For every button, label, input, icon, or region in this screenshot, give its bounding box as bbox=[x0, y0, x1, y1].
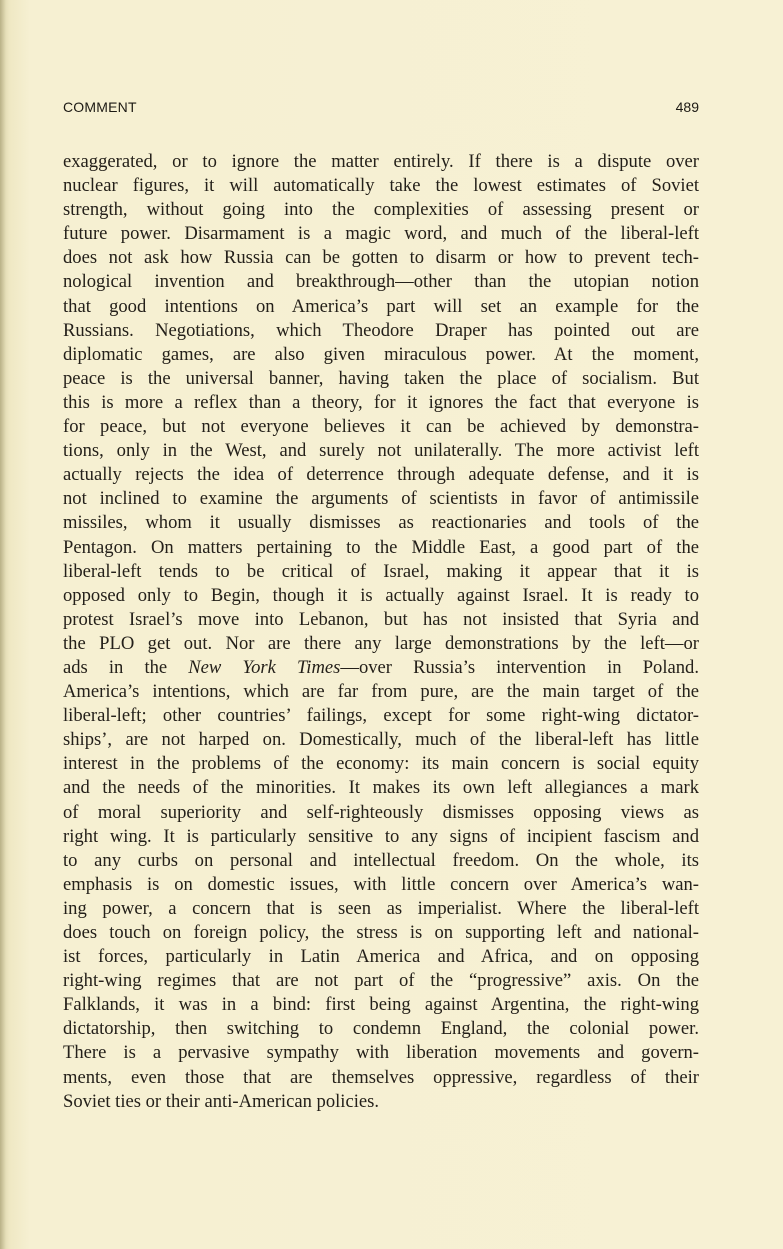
body-text bbox=[63, 150, 699, 1114]
text-line: exaggerated, or to ignore the matter entirely. If there is a dispute over bbox=[63, 151, 699, 172]
text-line: of moral superiority and self-righteously dismisses opposing views as bbox=[63, 801, 699, 823]
text-line: not inclined to examine the arguments of scientists in favor of antimissile bbox=[63, 488, 699, 510]
text-line: dictatorship, then switching to condemn England, the colonial power. bbox=[63, 1018, 699, 1040]
section-title: COMMENT bbox=[63, 99, 137, 115]
text-line: does not ask how Russia can be gotten to disarm or how to prevent tech- bbox=[63, 247, 699, 269]
text-line: emphasis is on domestic issues, with little concern over America’s wan- bbox=[63, 873, 699, 895]
text-line: Falklands, it was in a bind: first being against Argentina, the right-wing bbox=[63, 994, 699, 1016]
text-line-last: Soviet ties or their anti-American policies. bbox=[63, 1090, 380, 1112]
text-line: actually rejects the idea of deterrence through adequate defense, and it is bbox=[63, 464, 699, 486]
text-line: the PLO get out. Nor are there any large demonstrations by the left—or bbox=[63, 632, 699, 654]
newspaper-title: New York Times bbox=[188, 656, 341, 678]
text-fragment: —over Russia’s intervention in Poland. bbox=[340, 656, 699, 678]
text-line: nuclear figures, it will automatically take the lowest estimates of Soviet bbox=[63, 175, 699, 197]
text-line: and the needs of the minorities. It makes its own left allegiances a mark bbox=[63, 777, 699, 799]
text-line: does touch on foreign policy, the stress is on supporting left and national- bbox=[63, 922, 699, 943]
text-line: liberal-left tends to be critical of Israel, making it appear that it is bbox=[63, 560, 699, 582]
running-head bbox=[63, 99, 699, 121]
text-line: right-wing regimes that are not part of the “progressive” axis. On the bbox=[63, 970, 699, 992]
text-line: America’s intentions, which are far from pure, are the main target of the bbox=[63, 681, 699, 703]
text-line: diplomatic games, are also given miraculous power. At the moment, bbox=[63, 343, 699, 365]
text-line: future power. Disarmament is a magic word, and much of the liberal-left bbox=[63, 223, 699, 245]
text-line: Russians. Negotiations, which Theodore Draper has pointed out are bbox=[63, 319, 699, 341]
text-line: for peace, but not everyone believes it can be achieved by demonstra- bbox=[63, 416, 699, 438]
text-line: that good intentions on America’s part will set an example for the bbox=[63, 295, 699, 317]
text-line: ing power, a concern that is seen as imperialist. Where the liberal-left bbox=[63, 897, 699, 919]
text-line: opposed only to Begin, though it is actually against Israel. It is ready to bbox=[63, 584, 699, 606]
text-line: strength, without going into the complexities of assessing present or bbox=[63, 199, 699, 221]
text-line: protest Israel’s move into Lebanon, but has not insisted that Syria and bbox=[63, 608, 699, 630]
text-line: Pentagon. On matters pertaining to the Middle East, a good part of the bbox=[63, 536, 699, 558]
text-line: nological invention and breakthrough—other than the utopian notion bbox=[63, 271, 699, 293]
text-line: tions, only in the West, and surely not unilaterally. The more activist left bbox=[63, 440, 699, 462]
text-line: ships’, are not harped on. Domestically, much of the liberal-left has little bbox=[63, 729, 699, 751]
text-line: ments, even those that are themselves oppressive, regardless of their bbox=[63, 1066, 699, 1088]
text-line: to any curbs on personal and intellectual freedom. On the whole, its bbox=[63, 849, 699, 871]
text-line: There is a pervasive sympathy with liberation movements and govern- bbox=[63, 1042, 699, 1064]
text-line-with-title bbox=[63, 656, 699, 680]
text-line: peace is the universal banner, having taken the place of socialism. But bbox=[63, 367, 699, 389]
text-line: missiles, whom it usually dismisses as reactionaries and tools of the bbox=[63, 512, 699, 534]
page-gutter bbox=[0, 0, 6, 1249]
text-line: this is more a reflex than a theory, for it ignores the fact that everyone is bbox=[63, 391, 699, 413]
text-line: ist forces, particularly in Latin America and Africa, and on opposing bbox=[63, 946, 699, 968]
page-number: 489 bbox=[675, 99, 699, 115]
text-fragment: ads in the bbox=[63, 656, 168, 678]
text-line: interest in the problems of the economy: its main concern is social equity bbox=[63, 753, 699, 775]
text-line: liberal-left; other countries’ failings, except for some right-wing dictator- bbox=[63, 705, 699, 727]
text-line: right wing. It is particularly sensitive to any signs of incipient fascism and bbox=[63, 825, 699, 847]
